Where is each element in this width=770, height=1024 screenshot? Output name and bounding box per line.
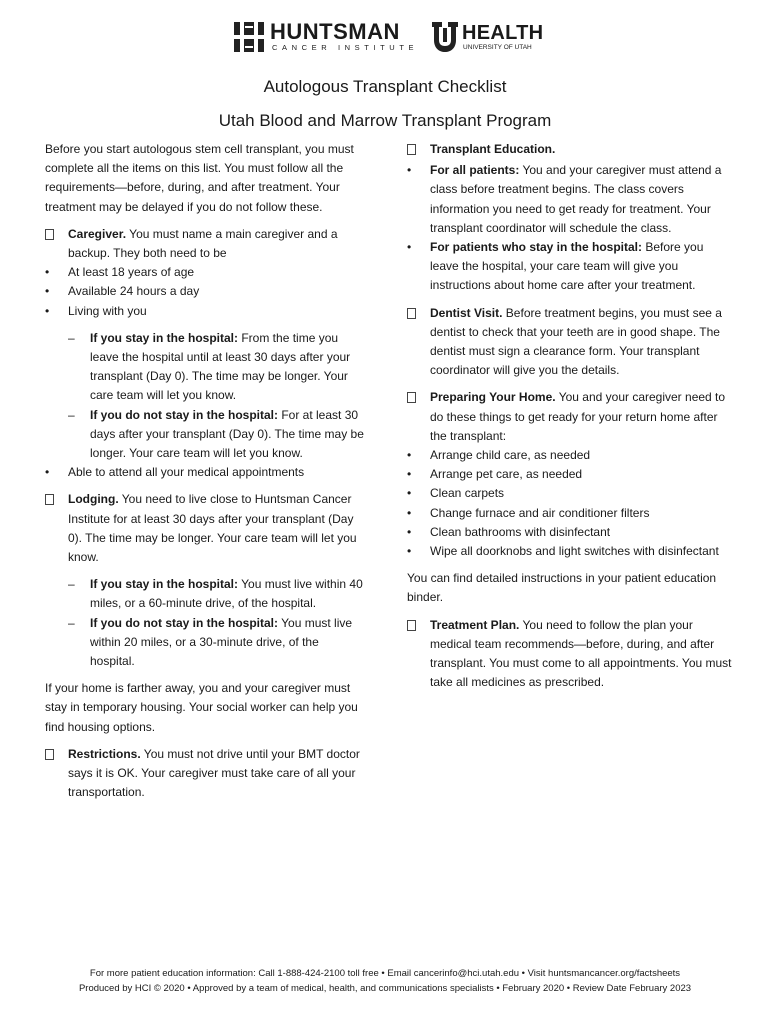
list-item: • Able to attend all your medical appointments [45,463,365,482]
list-item: – If you do not stay in the hospital: For at least 30 days after your transplant (Day 0). The time may be longer. Your care team will let you know. [68,406,365,464]
page-subtitle: Utah Blood and Marrow Transplant Program [218,111,552,130]
u-health-logo-subtitle: UNIVERSITY OF UTAH [463,44,532,51]
caregiver-bullets-extra [45,463,365,482]
dentist-item [407,304,732,381]
lodging-note: If your home is farther away, you and your caregiver must stay in temporary housing. Your social worker can help you find housing options. [45,681,358,734]
huntsman-logo-icon [234,22,264,52]
list-item: – If you stay in the hospital: You must live within 40 miles, or a 60-minute drive, of the hospital. [68,575,365,613]
checkbox-icon[interactable] [45,229,54,240]
huntsman-logo-name: HUNTSMAN [270,19,400,44]
restrictions-text: You must not drive until your BMT doctor says it is OK. Your caregiver must take care of all your transportation. [68,746,360,800]
page-title: Autologous Transplant Checklist [263,77,507,96]
intro-paragraph: Before you start autologous stem cell transplant, you must complete all the items on this list. You must follow all the requirements—before, during, and after treatment. Your treatment may be delayed if you do not follow these. [45,142,354,214]
list-item: • For all patients: You and your caregiver must attend a class before treatment begins. The class covers information you need to get ready for treatment. Your transplant coordinator will schedule the class. [407,161,732,238]
footer-produced-line: Produced by HCI © 2020 • Approved by a team of medical, health, and communications specialists • February 2020 • Review Date February 2023 [78,983,692,994]
home-item [407,388,732,446]
caregiver-sub-items [45,329,365,463]
lodging-item [45,490,365,567]
caregiver-bullets [45,263,365,321]
plan-item [407,616,732,693]
plan-label: Treatment Plan. [430,617,520,632]
checkbox-icon[interactable] [45,749,54,760]
right-column [407,140,732,692]
home-text: You and your caregiver need to do these things to get ready for your return home after the transplant: [430,390,726,443]
dentist-label: Dentist Visit. [430,305,503,320]
u-health-logo-name: HEALTH [462,22,544,44]
footer-contact-line: For more patient education information: Call 1-888-424-2100 toll free • Email cancerinfo@hci.utah.edu • Visit huntsmancancer.org/factsheets [89,968,681,979]
huntsman-logo-subtitle: CANCER INSTITUTE [272,43,419,52]
plan-text: You need to follow the plan your medical team recommends—before, during, and after transplant. You must come to all appointments. You must take all medicines as prescribed. [430,617,732,690]
education-label: Transplant Education. [430,142,556,156]
caregiver-text: You must name a main caregiver and a backup. They both need to be [68,226,338,261]
list-item: • Arrange pet care, as needed [407,465,732,484]
dentist-text: Before treatment begins, you must see a dentist to check that your teeth are in good shape. The dentist must sign a clearance form. Your transplant coordinator will give you the details. [430,305,722,378]
u-health-logo-icon [432,22,458,52]
home-label: Preparing Your Home. [430,390,556,405]
caregiver-item [45,225,365,263]
list-item: • Arrange child care, as needed [407,446,732,465]
list-item: • Clean bathrooms with disinfectant [407,523,732,542]
page-footer [0,966,770,996]
home-bullets [407,446,732,561]
education-item [407,140,732,161]
list-item: – If you stay in the hospital: From the time you leave the hospital until at least 30 days after your transplant (Day 0). The time may be longer. Your care team will let you know. [68,329,365,406]
checkbox-icon[interactable] [45,494,54,505]
checkbox-icon[interactable] [407,308,416,319]
checkbox-icon[interactable] [407,144,416,155]
list-item: – If you do not stay in the hospital: You must live within 20 miles, or a 30-minute drive, of the hospital. [68,614,365,672]
list-item: • Clean carpets [407,484,732,503]
checkbox-icon[interactable] [407,620,416,631]
lodging-label: Lodging. [68,492,119,507]
lodging-text: You need to live close to Huntsman Cancer Institute for at least 30 days after your transplant (Day 0). The time may be longer. Your care team will let you know. [68,492,357,565]
lodging-sub-items [45,575,365,671]
caregiver-label: Caregiver. [68,226,127,241]
checkbox-icon[interactable] [407,392,416,403]
restrictions-item [45,745,365,803]
list-item: • Wipe all doorknobs and light switches with disinfectant [407,542,732,561]
list-item: • At least 18 years of age [45,263,365,282]
restrictions-label: Restrictions. [68,746,141,761]
education-bullets [407,161,732,295]
list-item: • Change furnace and air conditioner filters [407,504,732,523]
header-logos [0,20,770,56]
left-column [45,140,365,803]
list-item: • Available 24 hours a day [45,282,365,301]
home-note: You can find detailed instructions in your patient education binder. [407,571,717,605]
list-item: • Living with you [45,302,365,321]
list-item: • For patients who stay in the hospital: Before you leave the hospital, your care team will give you instructions about home care after your treatment. [407,238,732,296]
